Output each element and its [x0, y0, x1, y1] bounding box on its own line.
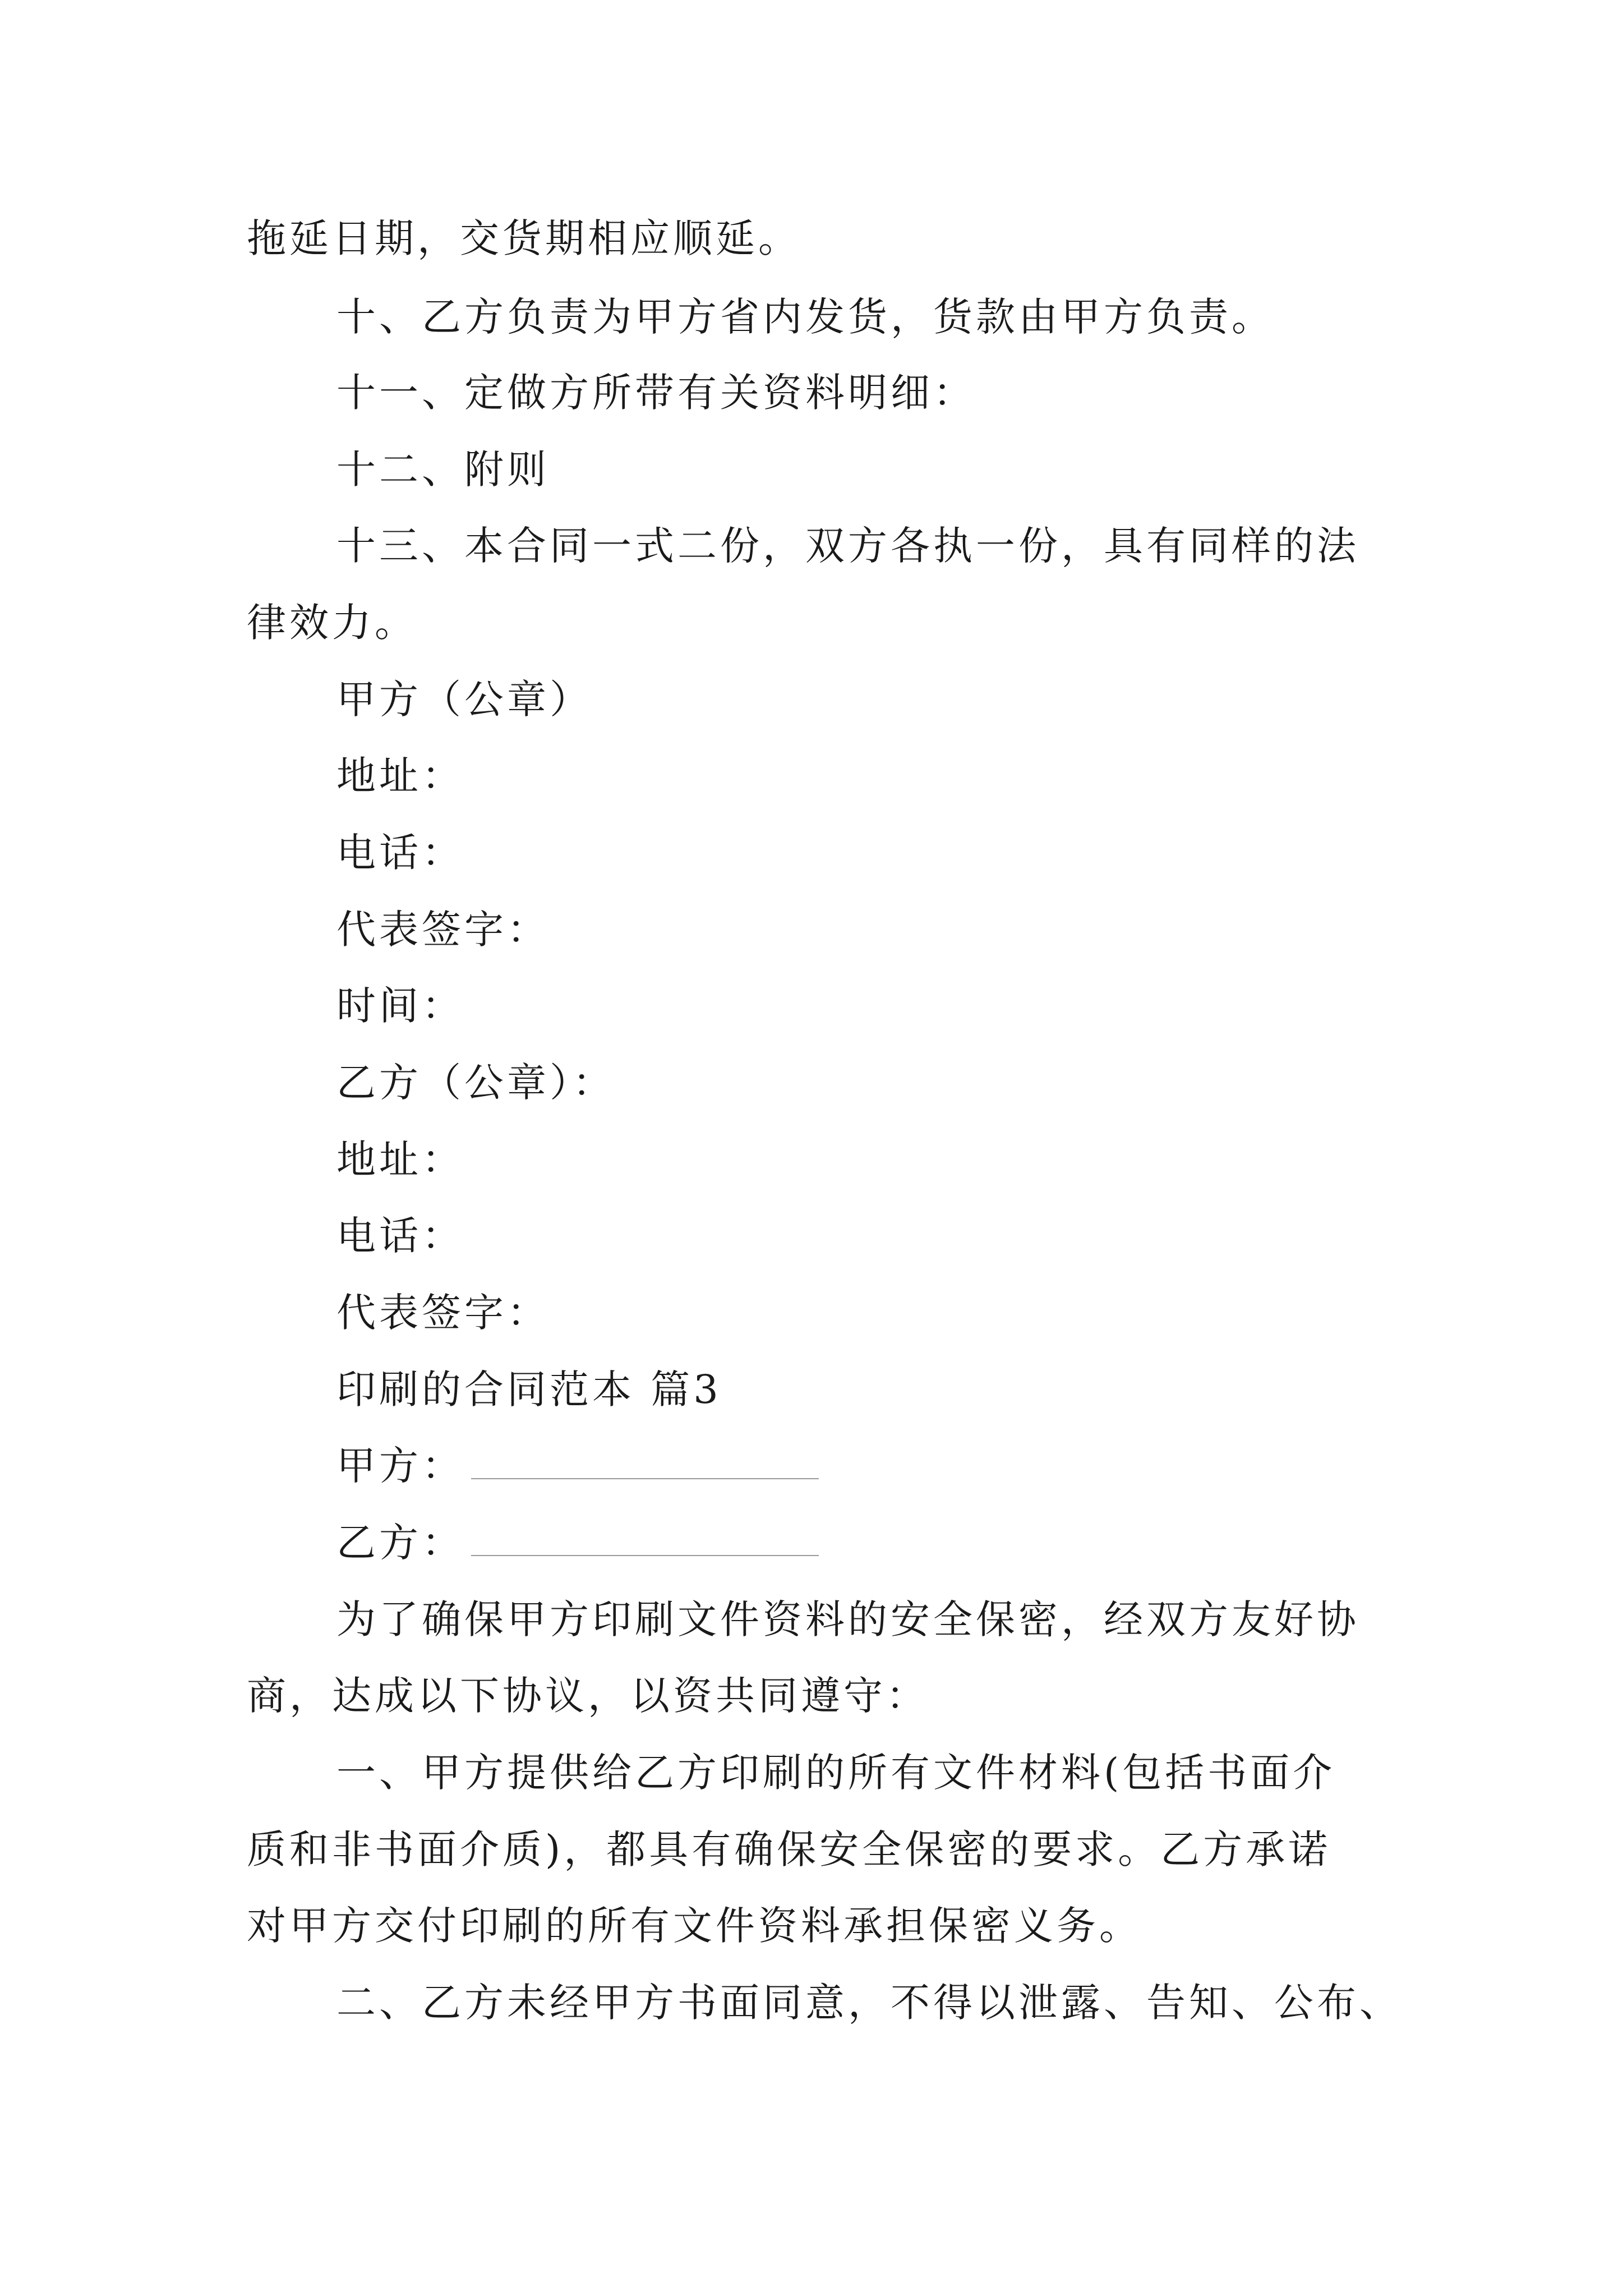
party-a-label: 甲方：: [336, 1443, 464, 1489]
party-b-blank-line: [471, 1521, 819, 1556]
intro-paragraph: 为了确保甲方印刷文件资料的安全保密，经双方友好协: [336, 1596, 1359, 1642]
intro-paragraph-continued: 商，达成以下协议，以资共同遵守：: [247, 1673, 929, 1719]
clause-12: 十二、附则: [336, 447, 550, 493]
agreement-clause-2: 二、乙方未经甲方书面同意，不得以泄露、告知、公布、: [336, 1980, 1402, 2026]
section-heading: 印刷的合同范本 篇3: [336, 1366, 722, 1412]
party-a-seal-label: 甲方（公章）: [336, 677, 592, 723]
text-line: 拖延日期，交货期相应顺延。: [247, 215, 801, 261]
party-b-signature-label: 代表签字：: [336, 1290, 550, 1336]
party-a-field: [336, 1443, 819, 1488]
agreement-clause-1-continued-2: 对甲方交付印刷的所有文件资料承担保密义务。: [247, 1903, 1142, 1949]
party-b-address-label: 地址：: [336, 1137, 464, 1182]
party-b-label: 乙方：: [336, 1520, 464, 1566]
clause-11: 十一、定做方所带有关资料明细：: [336, 370, 976, 416]
clause-13-continued: 律效力。: [247, 600, 417, 646]
clause-10: 十、乙方负责为甲方省内发货，货款由甲方负责。: [336, 294, 1274, 340]
party-b-phone-label: 电话：: [336, 1213, 464, 1259]
party-a-date-label: 时间：: [336, 983, 464, 1029]
party-b-seal-label: 乙方（公章）：: [336, 1060, 615, 1106]
agreement-clause-1-continued: 质和非书面介质)，都具有确保安全保密的要求。乙方承诺: [247, 1826, 1331, 1872]
party-a-address-label: 地址：: [336, 753, 464, 799]
party-a-signature-label: 代表签字：: [336, 907, 550, 953]
party-a-phone-label: 电话：: [336, 830, 464, 876]
clause-13: 十三、本合同一式二份，双方各执一份，具有同样的法: [336, 523, 1359, 569]
party-b-field: [336, 1520, 819, 1565]
agreement-clause-1: 一、甲方提供给乙方印刷的所有文件材料(包括书面介: [336, 1750, 1336, 1796]
party-a-blank-line: [471, 1444, 819, 1479]
